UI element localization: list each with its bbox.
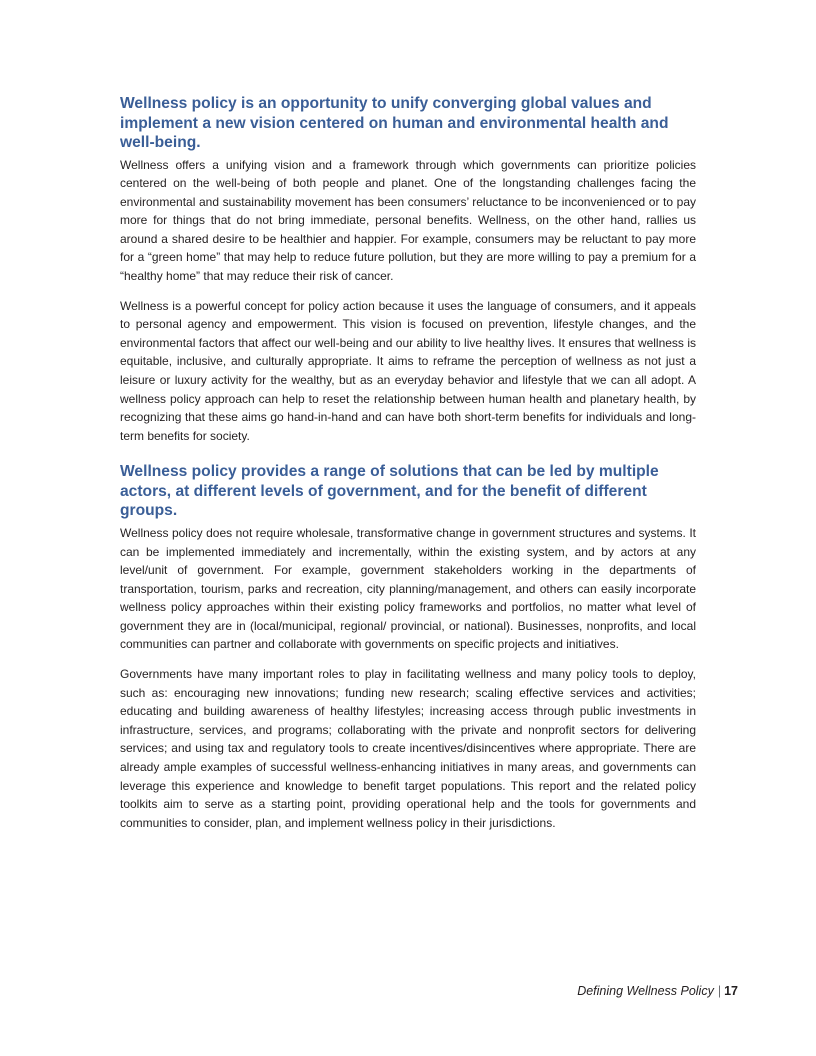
section-unify-values <box>120 94 696 445</box>
paragraph-government-roles: Governments have many important roles to play in facilitating wellness and many policy tools to deploy, such as: encouraging new innovations; funding new research; scaling effective services and activities; educating and building awareness of healthy lifestyles; increasing access through public investments in infrastructure, services, and programs; collaborating with the private and nonprofit sectors for delivering services; and using tax and regulatory tools to create incentives/disincentives where appropriate. There are already ample examples of successful wellness-enhancing initiatives in many areas, and governments can leverage this experience and knowledge to benefit target populations. This report and the related policy toolkits aim to serve as a starting point, providing operational help and the tools for governments and communities to consider, plan, and implement wellness policy in their jurisdictions. <box>120 667 696 830</box>
page-footer <box>577 984 738 998</box>
page-number: 17 <box>724 984 738 998</box>
page-content <box>120 94 696 832</box>
section-heading-unify-values: Wellness policy is an opportunity to unify converging global values and implement a new vision centered on human and environmental health and well-being. <box>120 95 669 151</box>
paragraph-unifying-vision: Wellness offers a unifying vision and a framework through which governments can prioritize policies centered on the well-being of both people and planet. One of the longstanding challenges facing the environmental and sustainability movement has been consumers’ reluctance to be inconvenienced or to pay more for things that do not bring immediate, personal benefits. Wellness, on the other hand, rallies us around a shared desire to be healthier and happier. For example, consumers may be reluctant to pay more for a “green home” that may help to reduce future pollution, but they are more willing to pay a premium for a “healthy home” that may reduce their risk of cancer. <box>120 157 696 284</box>
section-range-of-solutions <box>120 462 696 832</box>
paragraph-powerful-concept: Wellness is a powerful concept for policy action because it uses the language of consumers, and it appeals to personal agency and empowerment. This vision is focused on prevention, lifestyle changes, and the environmental factors that affect our well-being and our ability to live healthy lives. It ensures that wellness is equitable, inclusive, and culturally appropriate. It aims to reframe the perception of wellness as not just a leisure or luxury activity for the wealthy, but as an everyday behavior and lifestyle that we can all adopt. A wellness policy approach can help to reset the relationship between human health and planetary health, by recognizing that these aims go hand-in-hand and can have both short-term benefits for individuals and long-term benefits for society. <box>120 298 696 443</box>
section-spacer <box>120 445 696 462</box>
section-heading-range-of-solutions: Wellness policy provides a range of solutions that can be led by multiple actors, at different levels of government, and for the benefit of different groups. <box>120 463 659 520</box>
footer-document-title: Defining Wellness Policy <box>577 984 714 998</box>
paragraph-no-wholesale-change: Wellness policy does not require wholesale, transformative change in government structures and systems. It can be implemented immediately and incrementally, within the existing system, and by actors at any level/unit of government. For example, government stakeholders working in the departments of transportation, tourism, parks and recreation, city planning/management, and others can easily incorporate wellness policy approaches within their existing policy frameworks and portfolios, no matter what level of government they are in (local/municipal, regional/ provincial, or national). Businesses, nonprofits, and local communities can partner and collaborate with governments on specific projects and initiatives. <box>120 525 696 652</box>
footer-separator: | <box>717 984 722 998</box>
